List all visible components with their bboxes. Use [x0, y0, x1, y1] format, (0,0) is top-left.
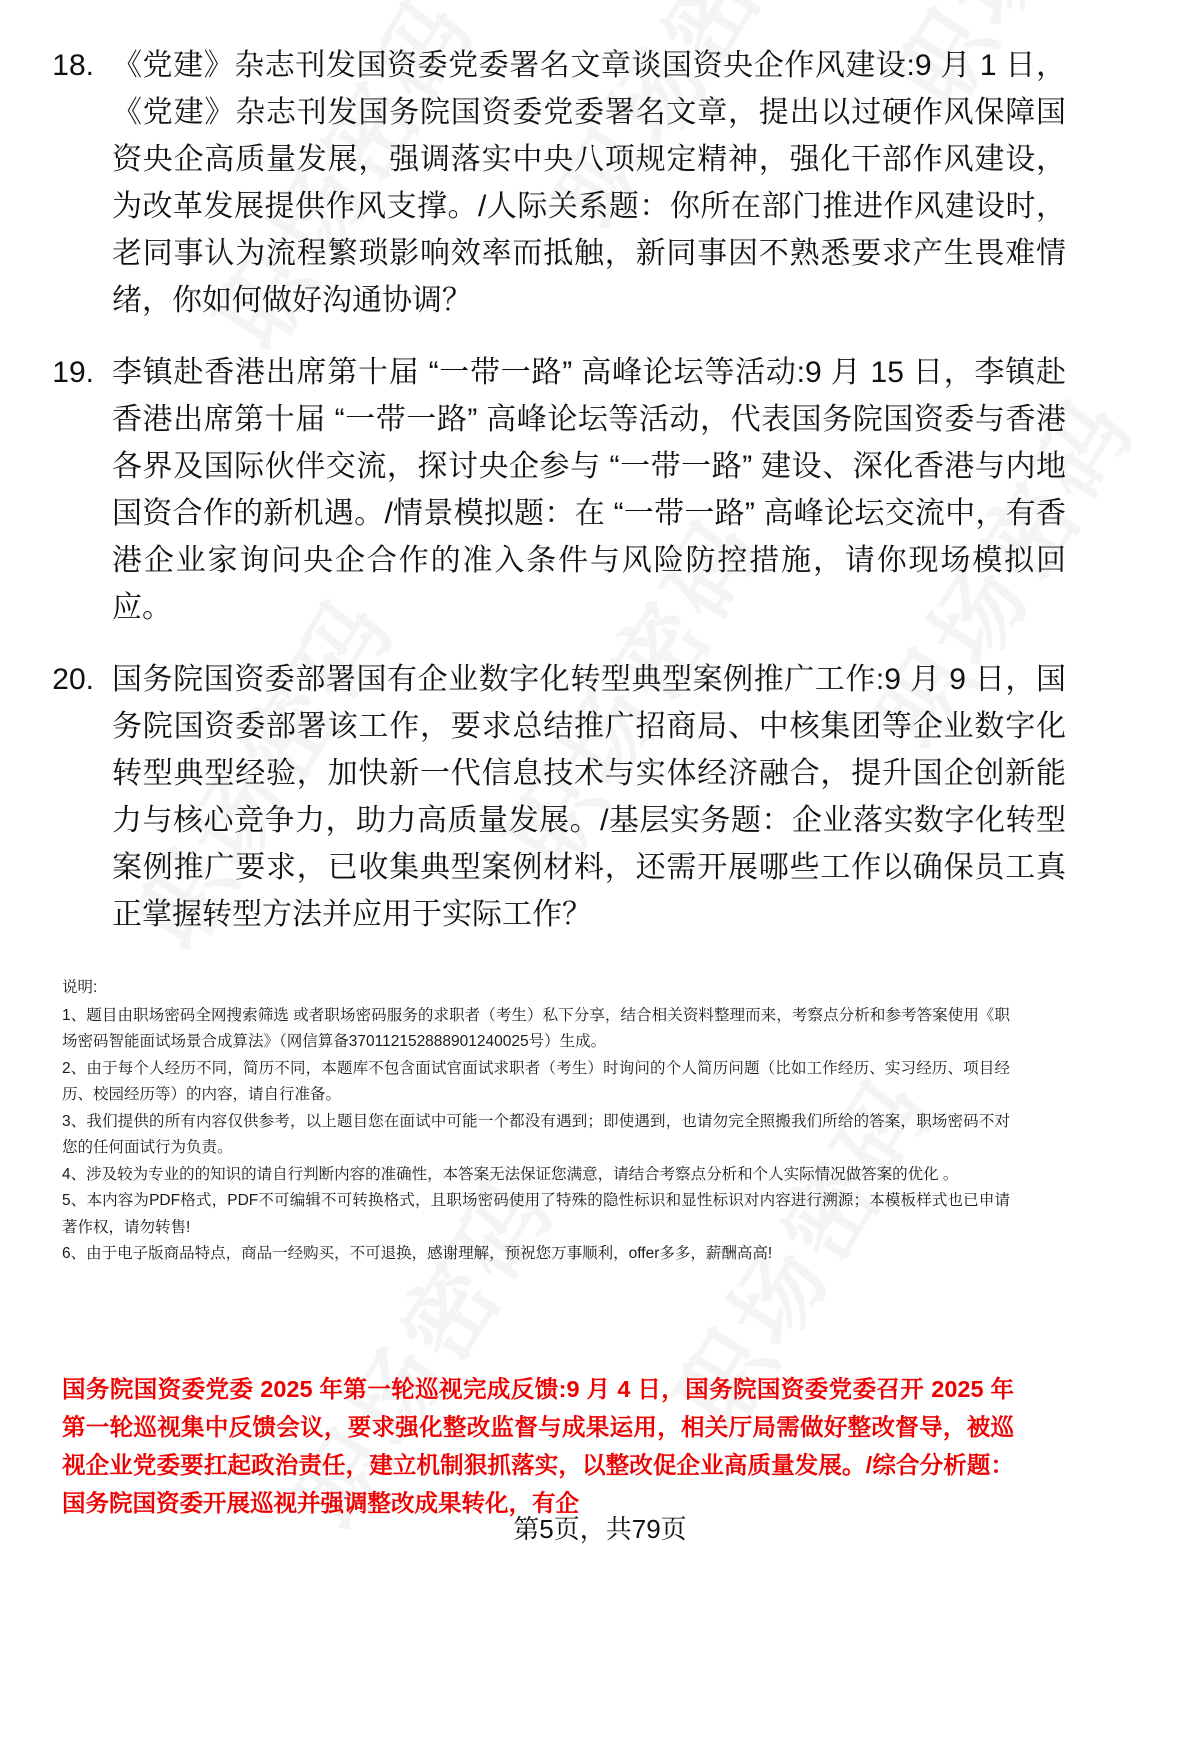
note-item-2: 2、由于每个人经历不同，简历不同，本题库不包含面试官面试求职者（考生）时询问的个人简历问题（比如工作经历、实习经历、项目经历、校园经历等）的内容，请自行准备。	[62, 1059, 1010, 1103]
page-footer: 第5页，共79页	[513, 1514, 687, 1544]
question-text: 《党建》杂志刊发国资委党委署名文章谈国资央企作风建设:9 月 1 日，《党建》杂志刊发国务院国资委党委署名文章，提出以过硬作风保障国资央企高质量发展，强调落实中央八项规定精神，强化干部作风建设，为改革发展提供作风支撑。/人际关系题：你所在部门推进作风建设时，老同事认为流程繁琐影响效率而抵触，新同事因不熟悉要求产生畏难情绪，你如何做好沟通协调？	[112, 49, 1066, 317]
red-highlight-paragraph: 国务院国资委党委 2025 年第一轮巡视完成反馈:9 月 4 日，国务院国资委党委召开 2025 年第一轮巡视集中反馈会议，要求强化整改监督与成果运用，相关厅局需做好整改督导，被巡视企业党委要扛起政治责任，建立机制狠抓落实，以整改促企业高质量发展。/综合分析题：国务院国资委开展巡视并强调整改成果转化，有企	[62, 1376, 1014, 1516]
notes-heading: 说明:	[62, 979, 98, 996]
question-text: 李镇赴香港出席第十届 “一带一路” 高峰论坛等活动:9 月 15 日，李镇赴香港出席第十届 “一带一路” 高峰论坛等活动，代表国务院国资委与香港各界及国际伙伴交流，探讨央企参与 “一带一路” 建设、深化香港与内地国资合作的新机遇。/情景模拟题：在 “一带一路” 高峰论坛交流中，有香港企业家询问央企合作的准入条件与风险防控措施，请你现场模拟回应。	[112, 356, 1066, 624]
question-number: 20.	[52, 663, 94, 696]
question-item	[44, 349, 1066, 631]
note-item-6: 6、由于电子版商品特点，商品一经购买，不可退换，感谢理解，预祝您万事顺利，offer多多，薪酬高高!	[62, 1245, 773, 1262]
question-text: 国务院国资委部署国有企业数字化转型典型案例推广工作:9 月 9 日，国务院国资委部署该工作，要求总结推广招商局、中核集团等企业数字化转型典型经验，加快新一代信息技术与实体经济融合，提升国企创新能力与核心竞争力，助力高质量发展。/基层实务题：企业落实数字化转型案例推广要求，已收集典型案例材料，还需开展哪些工作以确保员工真正掌握转型方法并应用于实际工作？	[112, 663, 1066, 931]
question-number: 18.	[52, 49, 94, 82]
question-number: 19.	[52, 356, 94, 389]
notes-section	[62, 975, 1010, 1268]
note-item-1: 1、题目由职场密码全网搜索筛选 或者职场密码服务的求职者（考生）私下分享，结合相关资料整理而来，考察点分析和参考答案使用《职场密码智能面试场景合成算法》（网信算备3701121528889012400​25号）生成。	[62, 1006, 1010, 1050]
question-item	[44, 42, 1066, 324]
note-item-3: 3、我们提供的所有内容仅供参考，以上题目您在面试中可能一个都没有遇到；即使遇到，也请勿完全照搬我们所给的答案，职场密码不对您的任何面试行为负责。	[62, 1112, 1010, 1156]
question-list	[44, 42, 1066, 963]
question-item	[44, 656, 1066, 938]
note-item-5: 5、本内容为PDF格式，PDF不可编辑不可转换格式，且职场密码使用了特殊的隐性标识和显性标识对内容进行溯源；本模板样式也已申请著作权，请勿转售!	[62, 1192, 1010, 1236]
note-item-4: 4、涉及较为专业的的知识的请自行判断内容的准确性，本答案无法保证您满意，请结合考察点分析和个人实际情况做答案的优化 。	[62, 1165, 959, 1183]
